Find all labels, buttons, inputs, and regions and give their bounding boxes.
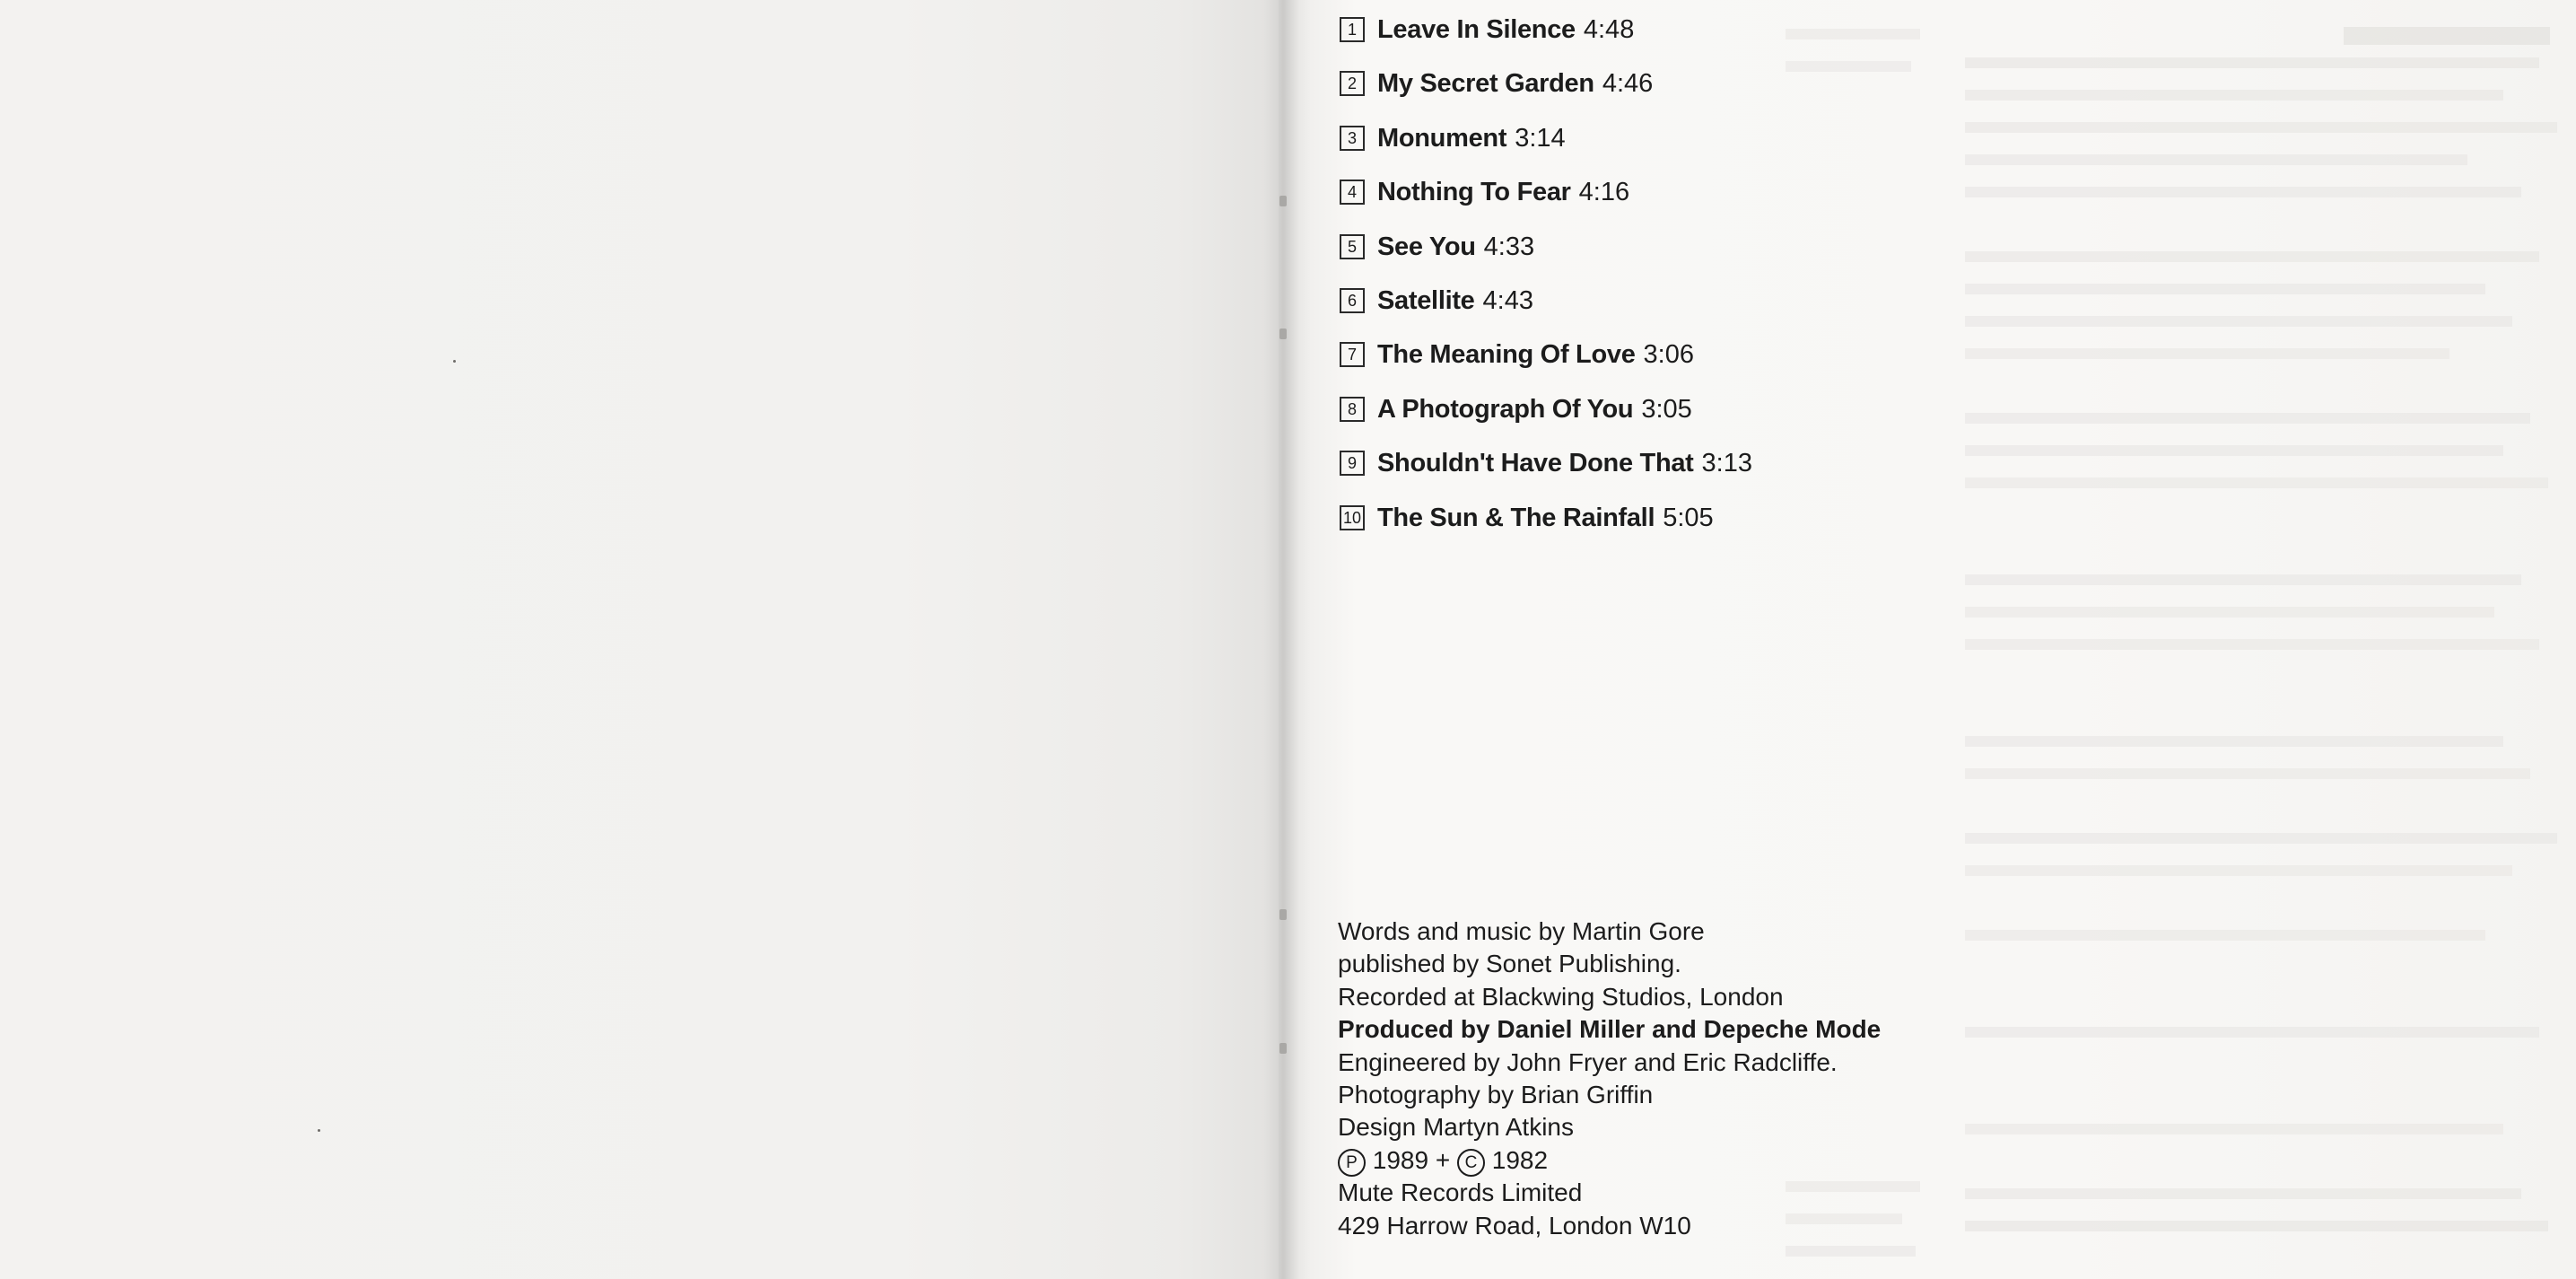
credit-words-music: Words and music by Martin Gore	[1338, 917, 1705, 945]
track-number-box: 3	[1340, 126, 1365, 151]
track-number-box: 8	[1340, 397, 1365, 422]
track-item	[1340, 177, 1752, 231]
track-title: Monument	[1377, 123, 1507, 153]
track-item	[1340, 14, 1752, 68]
track-number-box: 6	[1340, 288, 1365, 313]
track-duration: 3:14	[1515, 123, 1566, 153]
track-item	[1340, 123, 1752, 177]
track-item	[1340, 448, 1752, 502]
track-duration: 4:43	[1482, 285, 1533, 315]
track-duration: 4:16	[1578, 178, 1630, 207]
credit-publisher: published by Sonet Publishing.	[1338, 950, 1681, 978]
track-title: Shouldn't Have Done That	[1377, 449, 1694, 478]
credit-address: 429 Harrow Road, London W10	[1338, 1211, 1691, 1240]
phonogram-year: 1989 +	[1372, 1145, 1451, 1174]
track-number-box: 1	[1340, 17, 1365, 42]
copyright-year: 1982	[1491, 1145, 1549, 1174]
track-duration: 3:05	[1641, 394, 1692, 424]
track-duration: 4:33	[1483, 232, 1535, 261]
track-title: The Sun & The Rainfall	[1377, 503, 1655, 532]
credit-producer: Produced by Daniel Miller and Depeche Mode	[1338, 1015, 1882, 1044]
track-title: My Secret Garden	[1377, 69, 1594, 99]
credit-engineer: Engineered by John Fryer and Eric Radcliffe.	[1338, 1047, 1838, 1076]
track-item	[1340, 339, 1752, 393]
credit-design: Design Martyn Atkins	[1338, 1113, 1574, 1142]
track-title: A Photograph Of You	[1377, 394, 1634, 424]
track-number-box: 5	[1340, 234, 1365, 259]
copyright-symbol-icon: C	[1457, 1149, 1485, 1177]
staple-mark	[1279, 329, 1287, 339]
track-item	[1340, 285, 1752, 339]
credits-block	[1338, 915, 1881, 1242]
track-duration: 4:48	[1583, 15, 1635, 44]
track-title: See You	[1377, 232, 1476, 261]
track-title: Satellite	[1377, 285, 1475, 315]
staple-mark	[1279, 1043, 1287, 1054]
track-item	[1340, 68, 1752, 122]
track-number-box: 4	[1340, 180, 1365, 205]
track-item	[1340, 394, 1752, 448]
track-title: Leave In Silence	[1377, 15, 1576, 44]
track-number-box: 7	[1340, 342, 1365, 367]
staple-mark	[1279, 196, 1287, 206]
track-duration: 5:05	[1663, 503, 1714, 532]
spine-fold	[1263, 0, 1299, 1279]
credit-recording: Recorded at Blackwing Studios, London	[1338, 982, 1784, 1011]
track-item	[1340, 232, 1752, 285]
track-title: Nothing To Fear	[1377, 178, 1571, 207]
credit-photography: Photography by Brian Griffin	[1338, 1080, 1654, 1108]
track-list	[1340, 14, 1752, 556]
track-number-box: 9	[1340, 451, 1365, 476]
phonogram-symbol-icon: P	[1338, 1149, 1366, 1177]
paper-speck	[318, 1129, 320, 1132]
left-page-blank	[0, 0, 1279, 1279]
paper-speck	[453, 360, 456, 363]
staple-mark	[1279, 909, 1287, 920]
track-item	[1340, 503, 1752, 556]
credit-label: Mute Records Limited	[1338, 1178, 1583, 1207]
track-duration: 4:46	[1602, 69, 1654, 99]
track-duration: 3:13	[1701, 449, 1752, 478]
track-number-box: 2	[1340, 71, 1365, 96]
track-number-box: 10	[1340, 505, 1365, 530]
track-title: The Meaning Of Love	[1377, 340, 1636, 370]
credit-copyright-line	[1338, 1144, 1881, 1177]
track-duration: 3:06	[1643, 340, 1694, 370]
